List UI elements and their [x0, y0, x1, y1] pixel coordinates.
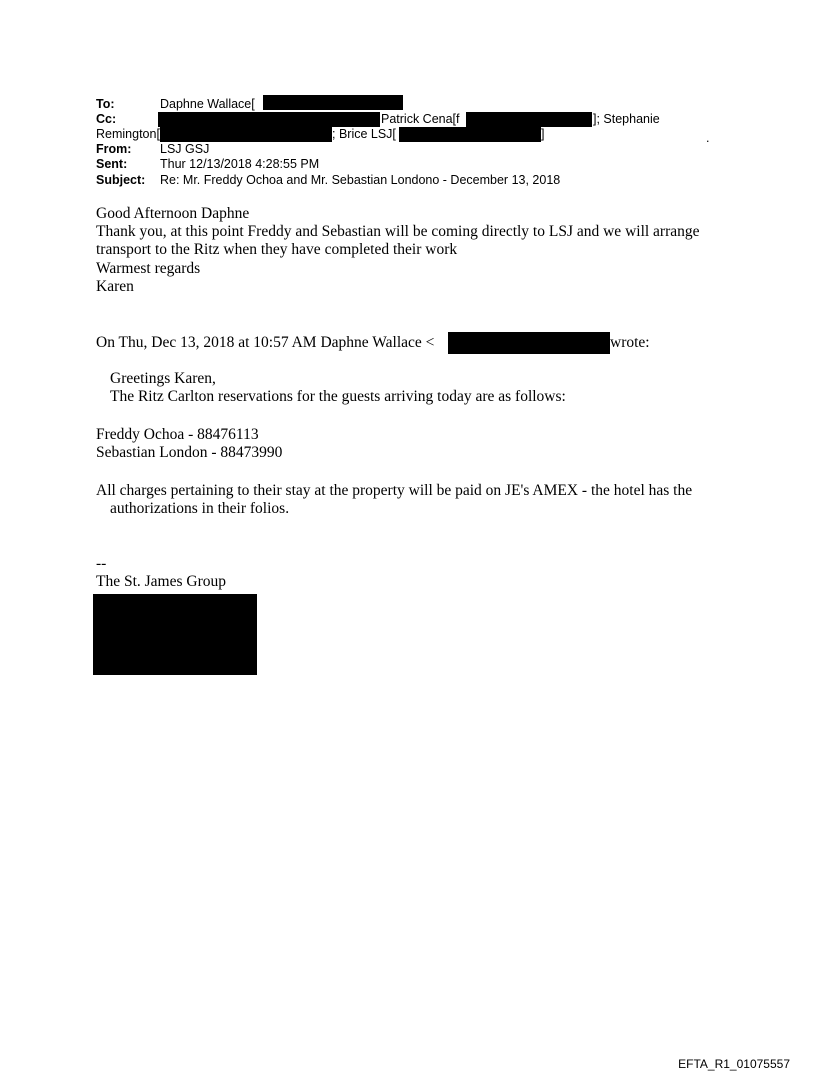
from-value: LSJ GSJ	[160, 142, 210, 156]
stray-dot: .	[706, 131, 710, 145]
sent-label: Sent:	[96, 157, 128, 171]
redaction-quoted-email	[448, 332, 610, 354]
signature-name: The St. James Group	[96, 573, 227, 590]
subject-label: Subject:	[96, 173, 146, 187]
subject-row	[96, 173, 560, 188]
cc-part2: ]; Stephanie	[593, 112, 660, 126]
redaction-cc-1	[158, 112, 380, 127]
charges-line2: authorizations in their folios.	[110, 500, 290, 517]
reply-signer: Karen	[96, 278, 134, 295]
reservation-1: Freddy Ochoa - 88476113	[96, 426, 259, 443]
reply-greeting: Good Afternoon Daphne	[96, 205, 250, 222]
cc-line2-mid: ; Brice LSJ[	[332, 127, 396, 141]
reply-closing: Warmest regards	[96, 260, 201, 277]
sent-row	[96, 157, 319, 172]
signature-dash: --	[96, 555, 107, 572]
cc-label-row	[96, 112, 160, 127]
to-label: To:	[96, 97, 115, 111]
quoted-greeting: Greetings Karen,	[110, 370, 216, 387]
reservation-2: Sebastian London - 88473990	[96, 444, 283, 461]
document-id: EFTA_R1_01075557	[678, 1057, 790, 1071]
quoted-attribution-end: wrote:	[610, 334, 650, 351]
reply-line2: transport to the Ritz when they have completed their work	[96, 241, 458, 258]
cc-line2-end: ]	[541, 127, 545, 141]
quoted-attribution-start: On Thu, Dec 13, 2018 at 10:57 AM Daphne Wallace <	[96, 334, 435, 351]
charges-line1: All charges pertaining to their stay at the property will be paid on JE's AMEX - the hotel has the	[96, 482, 693, 499]
sent-value: Thur 12/13/2018 4:28:55 PM	[160, 157, 320, 171]
subject-value: Re: Mr. Freddy Ochoa and Mr. Sebastian Londono - December 13, 2018	[160, 173, 561, 187]
redaction-signature-block	[93, 594, 257, 675]
redaction-cc-2	[466, 112, 592, 127]
cc-line2-start: Remington[	[96, 127, 160, 141]
cc-part1: Patrick Cena[f	[381, 112, 460, 126]
redaction-cc-4	[399, 127, 541, 142]
from-label: From:	[96, 142, 132, 156]
to-value: Daphne Wallace[	[160, 97, 255, 111]
cc-label: Cc:	[96, 112, 117, 126]
redaction-to-email	[263, 95, 403, 110]
redaction-cc-3	[160, 127, 332, 142]
reply-line1: Thank you, at this point Freddy and Sebastian will be coming directly to LSJ and we will arrange	[96, 223, 700, 240]
to-row	[96, 97, 255, 112]
quoted-intro: The Ritz Carlton reservations for the guests arriving today are as follows:	[110, 388, 566, 405]
from-row	[96, 142, 209, 157]
